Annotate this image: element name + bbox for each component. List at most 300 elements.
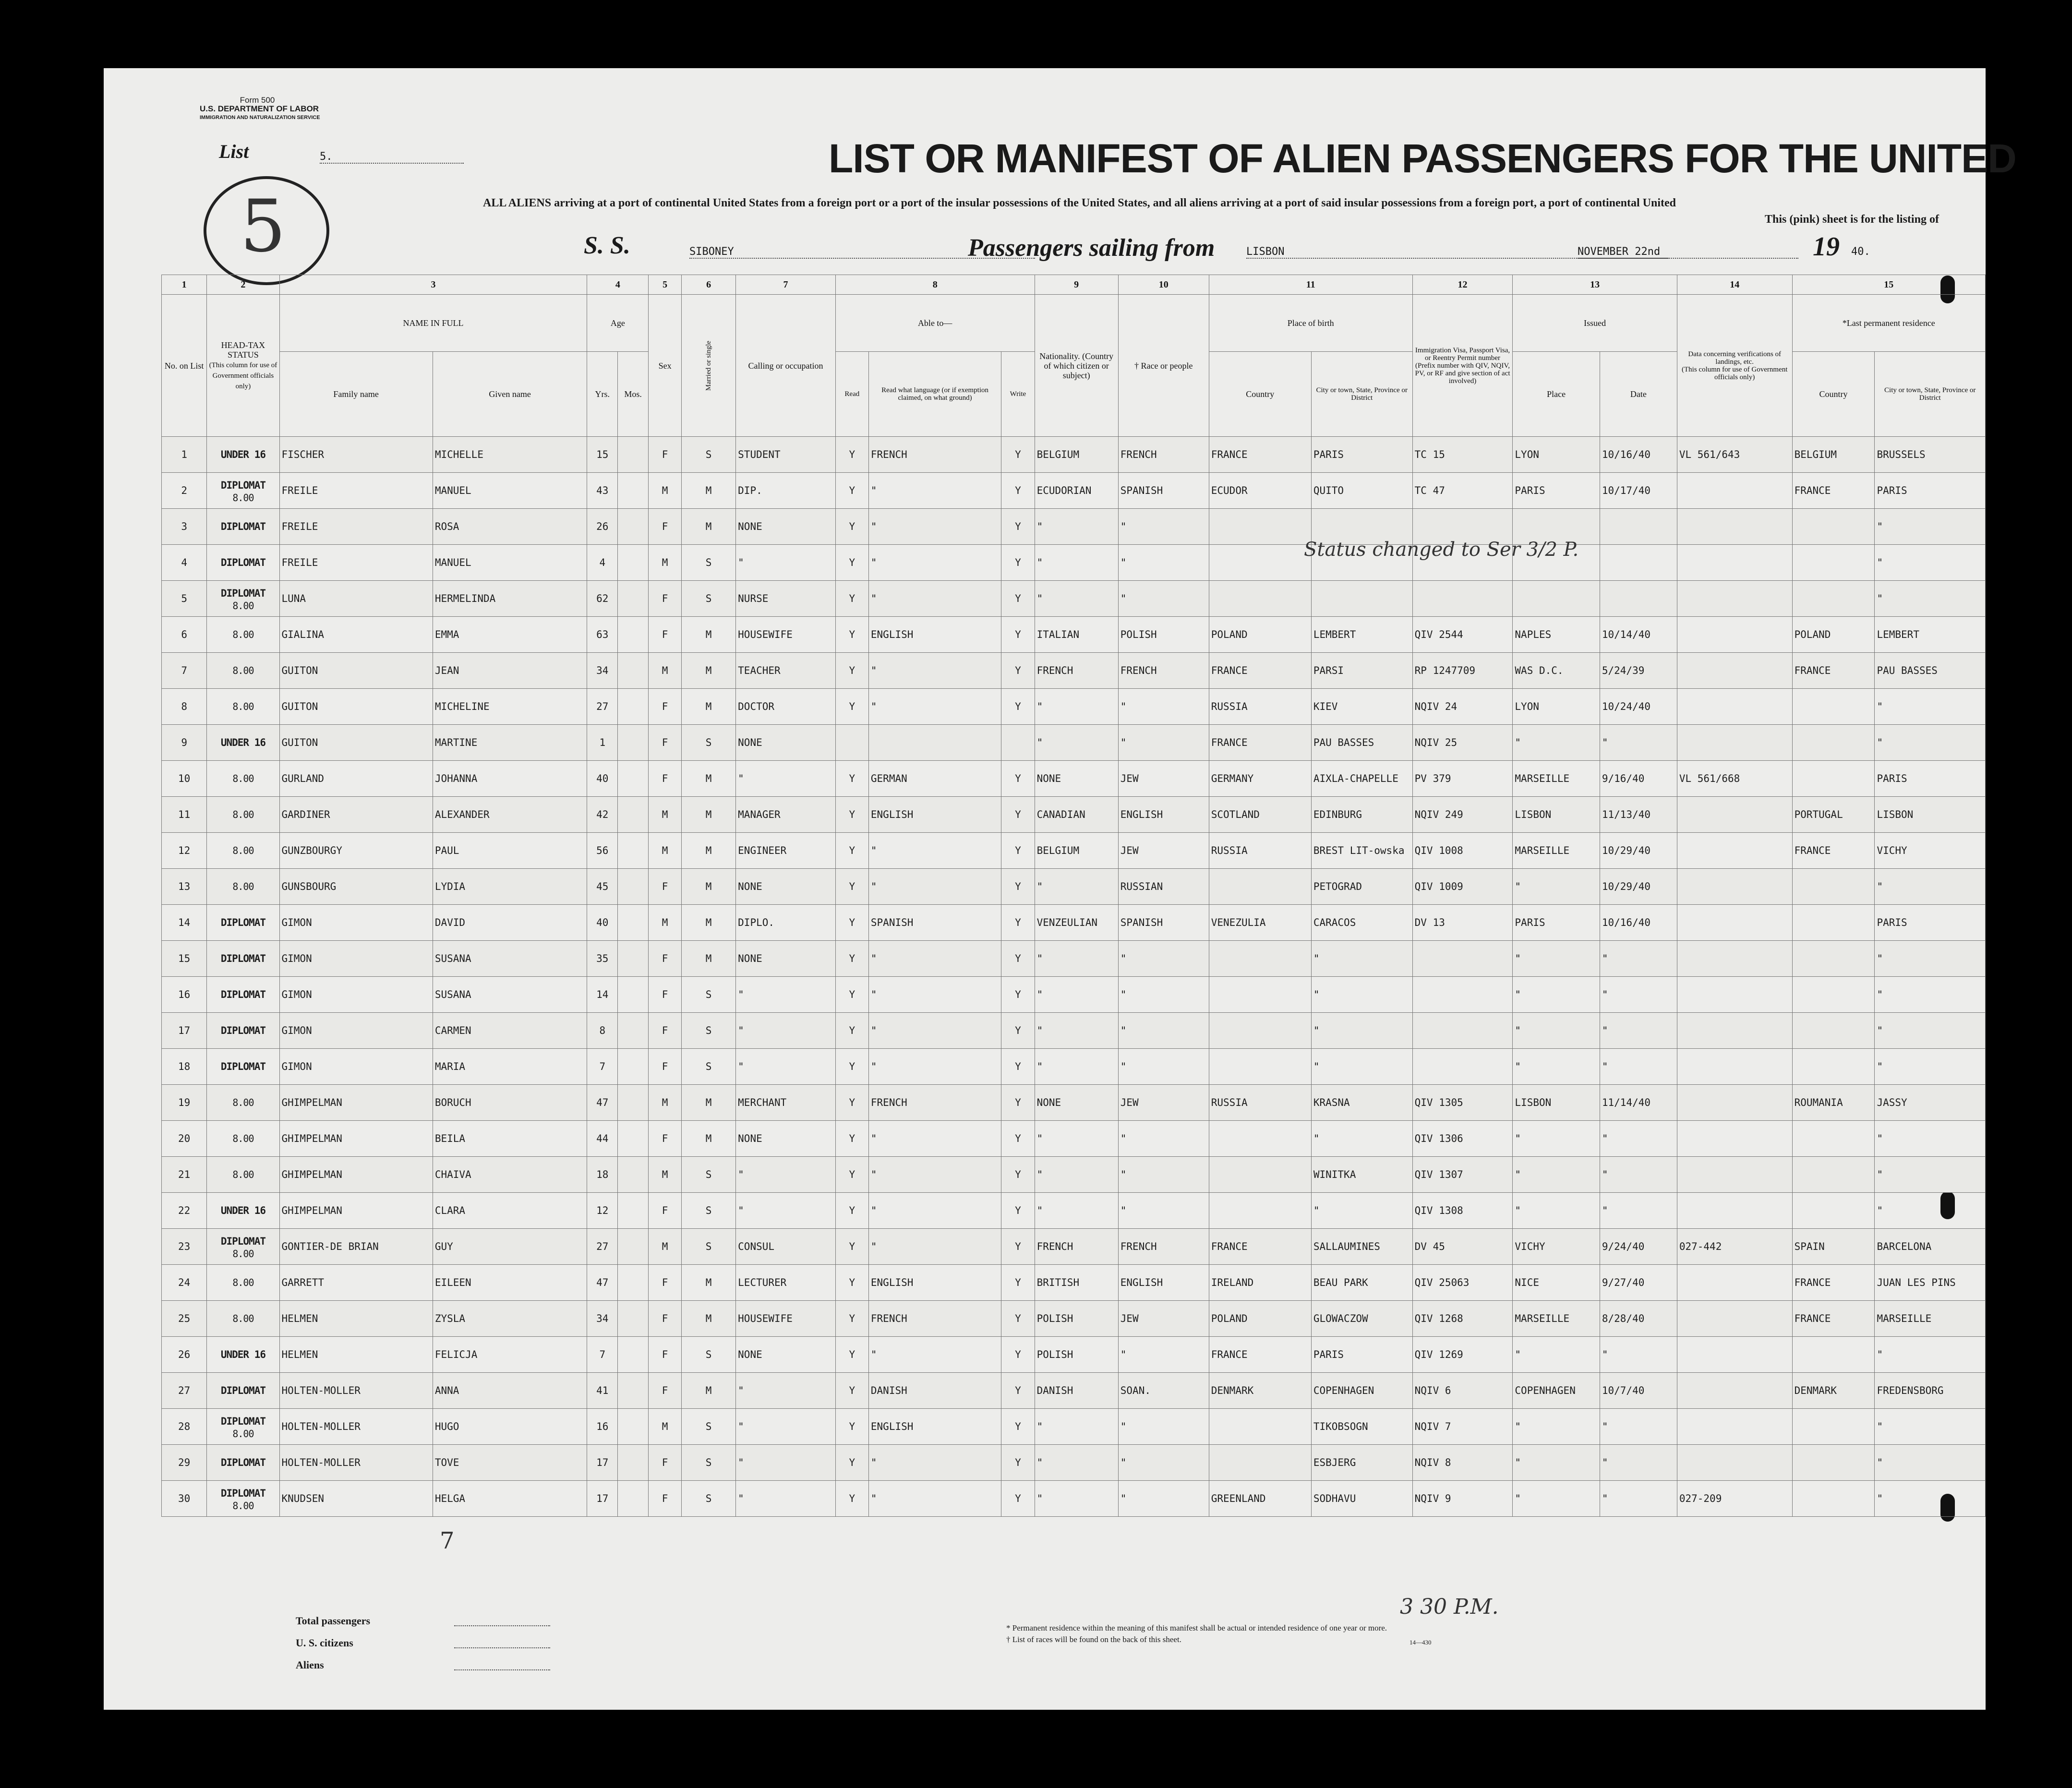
cell-yrs: 17 xyxy=(587,1445,618,1481)
cell-res-city: " xyxy=(1875,1337,1986,1373)
cell-nat: " xyxy=(1035,581,1118,617)
cell-visa: NQIV 7 xyxy=(1412,1409,1513,1445)
header-married xyxy=(682,295,736,437)
col-number: 15 xyxy=(1792,275,1985,295)
cell-race: " xyxy=(1118,941,1209,977)
departure-port: LISBON xyxy=(1246,246,1669,259)
cell-landing: VL 561/643 xyxy=(1677,437,1792,473)
cell-country: VENEZULIA xyxy=(1209,905,1311,941)
cell-visa: QIV 25063 xyxy=(1412,1265,1513,1301)
cell-place: " xyxy=(1513,1481,1600,1517)
header-visa xyxy=(1412,295,1513,437)
cell-country: RUSSIA xyxy=(1209,689,1311,725)
head-tax-note: (This column for use of Government officials only) xyxy=(209,361,277,390)
head-tax-fee: 8.00 xyxy=(232,845,254,856)
head-tax-status: UNDER 16 xyxy=(220,1349,265,1360)
cell-race: " xyxy=(1118,977,1209,1013)
cell-country xyxy=(1209,581,1311,617)
head-tax-fee: 8.00 xyxy=(232,492,254,504)
cell-sex: F xyxy=(649,437,682,473)
cell-date: 9/24/40 xyxy=(1600,1229,1677,1265)
cell-country: POLAND xyxy=(1209,617,1311,653)
cell-visa: QIV 1008 xyxy=(1412,833,1513,869)
cell-place: " xyxy=(1513,1337,1600,1373)
head-tax-status: DIPLOMAT xyxy=(220,588,265,599)
cell-yrs: 18 xyxy=(587,1157,618,1193)
cell-family: GUITON xyxy=(279,725,433,761)
aliens-line xyxy=(454,1669,550,1670)
cell-nat: " xyxy=(1035,1193,1118,1229)
header-birth-country: Country xyxy=(1209,352,1311,437)
cell-no: 2 xyxy=(162,473,207,509)
cell-ms: S xyxy=(682,581,736,617)
cell-family: GHIMPELMAN xyxy=(279,1157,433,1193)
cell-lang: FRENCH xyxy=(868,437,1001,473)
cell-lang: " xyxy=(868,545,1001,581)
cell-ms: M xyxy=(682,473,736,509)
cell-write: Y xyxy=(1001,833,1035,869)
cell-place: " xyxy=(1513,1157,1600,1193)
cell-res-country xyxy=(1792,1409,1875,1445)
cell-read: Y xyxy=(835,1337,868,1373)
cell-res-city: " xyxy=(1875,689,1986,725)
cell-ms: S xyxy=(682,1049,736,1085)
cell-res-country xyxy=(1792,1121,1875,1157)
cell-visa: QIV 1306 xyxy=(1412,1121,1513,1157)
cell-country: IRELAND xyxy=(1209,1265,1311,1301)
cell-no: 4 xyxy=(162,545,207,581)
cell-write: Y xyxy=(1001,905,1035,941)
cell-nat: ITALIAN xyxy=(1035,617,1118,653)
cell-write: Y xyxy=(1001,653,1035,689)
cell-family: HOLTEN-MOLLER xyxy=(279,1373,433,1409)
cell-ms: S xyxy=(682,1229,736,1265)
cell-no: 21 xyxy=(162,1157,207,1193)
cell-ms: M xyxy=(682,1301,736,1337)
cell-yrs: 12 xyxy=(587,1193,618,1229)
cell-mos xyxy=(618,437,649,473)
cell-lang: " xyxy=(868,941,1001,977)
cell-nat: " xyxy=(1035,1121,1118,1157)
cell-res-city: " xyxy=(1875,545,1986,581)
cell-no: 18 xyxy=(162,1049,207,1085)
table-row xyxy=(162,1373,1986,1409)
cell-write: Y xyxy=(1001,761,1035,797)
cell-visa: NQIV 24 xyxy=(1412,689,1513,725)
cell-lang: " xyxy=(868,1157,1001,1193)
cell-yrs: 14 xyxy=(587,977,618,1013)
cell-yrs: 41 xyxy=(587,1373,618,1409)
cell-given: TOVE xyxy=(433,1445,587,1481)
cell-family: HELMEN xyxy=(279,1301,433,1337)
cell-mos xyxy=(618,869,649,905)
year-prefix: 19 xyxy=(1813,232,1840,262)
cell-lang xyxy=(868,725,1001,761)
cell-mos xyxy=(618,1085,649,1121)
cell-country: RUSSIA xyxy=(1209,833,1311,869)
cell-write: Y xyxy=(1001,1085,1035,1121)
cell-lang: DANISH xyxy=(868,1373,1001,1409)
head-tax-fee: 8.00 xyxy=(232,809,254,820)
cell-yrs: 34 xyxy=(587,653,618,689)
cell-no: 13 xyxy=(162,869,207,905)
cell-given: EMMA xyxy=(433,617,587,653)
circled-number: 5 xyxy=(240,185,286,268)
cell-read: Y xyxy=(835,1049,868,1085)
cell-city: " xyxy=(1311,1049,1412,1085)
cell-res-city: " xyxy=(1875,941,1986,977)
head-tax-status: DIPLOMAT xyxy=(220,557,265,568)
cell-res-city: " xyxy=(1875,977,1986,1013)
cell-country: RUSSIA xyxy=(1209,1085,1311,1121)
aliens-label: Aliens xyxy=(296,1659,324,1671)
cell-given: FELICJA xyxy=(433,1337,587,1373)
col-number: 11 xyxy=(1209,275,1412,295)
cell-place: PARIS xyxy=(1513,905,1600,941)
cell-calling: LECTURER xyxy=(736,1265,836,1301)
cell-lang: " xyxy=(868,869,1001,905)
manifest-table xyxy=(161,275,1986,1517)
cell-status xyxy=(207,581,279,617)
cell-res-city: " xyxy=(1875,509,1986,545)
cell-landing xyxy=(1677,833,1792,869)
cell-read: Y xyxy=(835,941,868,977)
cell-nat: FRENCH xyxy=(1035,653,1118,689)
cell-place: " xyxy=(1513,1121,1600,1157)
cell-status xyxy=(207,797,279,833)
cell-write: Y xyxy=(1001,1409,1035,1445)
cell-race: " xyxy=(1118,1337,1209,1373)
cell-visa: QIV 1009 xyxy=(1412,869,1513,905)
cell-yrs: 17 xyxy=(587,1481,618,1517)
cell-sex: F xyxy=(649,1049,682,1085)
cell-city: CARACOS xyxy=(1311,905,1412,941)
col-number: 13 xyxy=(1513,275,1677,295)
cell-yrs: 62 xyxy=(587,581,618,617)
cell-lang: " xyxy=(868,689,1001,725)
header-able-to: Able to— xyxy=(835,295,1035,352)
cell-write: Y xyxy=(1001,1193,1035,1229)
cell-read: Y xyxy=(835,1229,868,1265)
col-number: 12 xyxy=(1412,275,1513,295)
cell-yrs: 44 xyxy=(587,1121,618,1157)
cell-date: 11/13/40 xyxy=(1600,797,1677,833)
cell-visa xyxy=(1412,1049,1513,1085)
cell-res-country: FRANCE xyxy=(1792,653,1875,689)
head-tax-status: DIPLOMAT xyxy=(220,1385,265,1396)
cell-place: " xyxy=(1513,1013,1600,1049)
cell-given: ROSA xyxy=(433,509,587,545)
cell-nat: CANADIAN xyxy=(1035,797,1118,833)
cell-mos xyxy=(618,1013,649,1049)
cell-write: Y xyxy=(1001,977,1035,1013)
head-tax-fee: 8.00 xyxy=(232,1248,254,1260)
cell-read: Y xyxy=(835,545,868,581)
col-number: 9 xyxy=(1035,275,1118,295)
cell-given: MICHELLE xyxy=(433,437,587,473)
cell-yrs: 27 xyxy=(587,689,618,725)
cell-landing xyxy=(1677,581,1792,617)
cell-status xyxy=(207,1265,279,1301)
cell-yrs: 26 xyxy=(587,509,618,545)
cell-landing xyxy=(1677,1157,1792,1193)
cell-race: " xyxy=(1118,1409,1209,1445)
cell-status xyxy=(207,905,279,941)
cell-visa: NQIV 9 xyxy=(1412,1481,1513,1517)
cell-yrs: 4 xyxy=(587,545,618,581)
header-nationality: Nationality. (Country of which citizen or subject) xyxy=(1035,295,1118,437)
cell-read: Y xyxy=(835,1013,868,1049)
cell-date: " xyxy=(1600,1337,1677,1373)
cell-calling: " xyxy=(736,1481,836,1517)
cell-date: 10/16/40 xyxy=(1600,905,1677,941)
cell-family: GIMON xyxy=(279,905,433,941)
header-given-name: Given name xyxy=(433,352,587,437)
cell-status xyxy=(207,473,279,509)
cell-race: " xyxy=(1118,1193,1209,1229)
cell-status xyxy=(207,1049,279,1085)
cell-write: Y xyxy=(1001,509,1035,545)
subtitle-line1: ALL ALIENS arriving at a port of continental United States from a foreign port or a port of the insular possessions of the United States, and all aliens arriving at a port of said insular possessions from a foreign port, a port of continental United xyxy=(483,197,1676,209)
cell-landing xyxy=(1677,1409,1792,1445)
cell-date: 9/16/40 xyxy=(1600,761,1677,797)
cell-nat: " xyxy=(1035,1445,1118,1481)
cell-given: MARTINE xyxy=(433,725,587,761)
cell-visa: DV 13 xyxy=(1412,905,1513,941)
cell-lang: " xyxy=(868,581,1001,617)
cell-status xyxy=(207,1157,279,1193)
cell-no: 12 xyxy=(162,833,207,869)
cell-write: Y xyxy=(1001,1229,1035,1265)
head-tax-status: DIPLOMAT xyxy=(220,521,265,532)
cell-sex: M xyxy=(649,1229,682,1265)
cell-country: DENMARK xyxy=(1209,1373,1311,1409)
cell-lang: " xyxy=(868,1049,1001,1085)
cell-city: WINITKA xyxy=(1311,1157,1412,1193)
head-tax-fee: 8.00 xyxy=(232,701,254,712)
cell-sex: F xyxy=(649,725,682,761)
cell-no: 19 xyxy=(162,1085,207,1121)
cell-place xyxy=(1513,581,1600,617)
cell-yrs: 40 xyxy=(587,905,618,941)
cell-yrs: 27 xyxy=(587,1229,618,1265)
cell-read: Y xyxy=(835,689,868,725)
cell-yrs: 56 xyxy=(587,833,618,869)
cell-race: RUSSIAN xyxy=(1118,869,1209,905)
cell-place: VICHY xyxy=(1513,1229,1600,1265)
cell-country: FRANCE xyxy=(1209,1337,1311,1373)
cell-mos xyxy=(618,1337,649,1373)
col-number: 1 xyxy=(162,275,207,295)
cell-place: LYON xyxy=(1513,689,1600,725)
cell-date: 9/27/40 xyxy=(1600,1265,1677,1301)
cell-city: PARIS xyxy=(1311,437,1412,473)
cell-res-country: BELGIUM xyxy=(1792,437,1875,473)
cell-ms: S xyxy=(682,1409,736,1445)
cell-read: Y xyxy=(835,653,868,689)
cell-given: MICHELINE xyxy=(433,689,587,725)
cell-race: JEW xyxy=(1118,761,1209,797)
header-residence-city: City or town, State, Province or District xyxy=(1875,352,1986,437)
cell-place: NICE xyxy=(1513,1265,1600,1301)
cell-given: DAVID xyxy=(433,905,587,941)
table-row xyxy=(162,1481,1986,1517)
header-mos: Mos. xyxy=(618,352,649,437)
cell-status xyxy=(207,1229,279,1265)
cell-race: FRENCH xyxy=(1118,437,1209,473)
cell-write: Y xyxy=(1001,1337,1035,1373)
cell-race: " xyxy=(1118,725,1209,761)
cell-write: Y xyxy=(1001,1157,1035,1193)
head-tax-fee: 8.00 xyxy=(232,600,254,612)
cell-res-country xyxy=(1792,869,1875,905)
cell-mos xyxy=(618,617,649,653)
cell-given: MANUEL xyxy=(433,545,587,581)
cell-given: SUSANA xyxy=(433,941,587,977)
cell-status xyxy=(207,1085,279,1121)
cell-nat: " xyxy=(1035,1481,1118,1517)
cell-mos xyxy=(618,941,649,977)
cell-family: LUNA xyxy=(279,581,433,617)
footnote-residence: * Permanent residence within the meaning of this manifest shall be actual or intended residence of one year or more. xyxy=(1006,1623,1387,1632)
header-calling: Calling or occupation xyxy=(736,295,836,437)
cell-res-city: " xyxy=(1875,1445,1986,1481)
cell-res-country xyxy=(1792,1157,1875,1193)
cell-family: GHIMPELMAN xyxy=(279,1085,433,1121)
cell-read: Y xyxy=(835,581,868,617)
cell-date xyxy=(1600,509,1677,545)
cell-city: " xyxy=(1311,977,1412,1013)
cell-landing xyxy=(1677,653,1792,689)
cell-lang: FRENCH xyxy=(868,1085,1001,1121)
cell-res-country xyxy=(1792,1445,1875,1481)
cell-res-country: FRANCE xyxy=(1792,473,1875,509)
cell-date: " xyxy=(1600,977,1677,1013)
cell-race: ENGLISH xyxy=(1118,797,1209,833)
cell-write: Y xyxy=(1001,1445,1035,1481)
cell-read: Y xyxy=(835,1085,868,1121)
cell-write: Y xyxy=(1001,869,1035,905)
cell-calling: STUDENT xyxy=(736,437,836,473)
cell-read: Y xyxy=(835,833,868,869)
cell-yrs: 1 xyxy=(587,725,618,761)
cell-country xyxy=(1209,509,1311,545)
cell-write: Y xyxy=(1001,617,1035,653)
cell-landing xyxy=(1677,941,1792,977)
cell-race: " xyxy=(1118,1013,1209,1049)
cell-race: " xyxy=(1118,545,1209,581)
table-row xyxy=(162,725,1986,761)
handwritten-annotation: Status changed to Ser 3/2 P. xyxy=(1304,539,1579,561)
cell-given: CHAIVA xyxy=(433,1157,587,1193)
cell-write: Y xyxy=(1001,1265,1035,1301)
head-tax-status: DIPLOMAT xyxy=(220,1236,265,1247)
cell-status xyxy=(207,1481,279,1517)
header-race: † Race or people xyxy=(1118,295,1209,437)
cell-place: LISBON xyxy=(1513,797,1600,833)
table-row xyxy=(162,1265,1986,1301)
cell-visa xyxy=(1412,977,1513,1013)
cell-race: " xyxy=(1118,1445,1209,1481)
cell-res-country xyxy=(1792,689,1875,725)
table-row xyxy=(162,977,1986,1013)
cell-lang: " xyxy=(868,509,1001,545)
cell-race: POLISH xyxy=(1118,617,1209,653)
cell-city: SALLAUMINES xyxy=(1311,1229,1412,1265)
cell-calling: TEACHER xyxy=(736,653,836,689)
cell-ms: S xyxy=(682,725,736,761)
head-tax-fee: 8.00 xyxy=(232,881,254,892)
cell-res-city: PAU BASSES xyxy=(1875,653,1986,689)
cell-visa: RP 1247709 xyxy=(1412,653,1513,689)
cell-write: Y xyxy=(1001,1049,1035,1085)
list-number: 5. xyxy=(320,151,464,164)
col-number: 5 xyxy=(649,275,682,295)
cell-yrs: 45 xyxy=(587,869,618,905)
cell-given: LYDIA xyxy=(433,869,587,905)
cell-race: JEW xyxy=(1118,1085,1209,1121)
table-row xyxy=(162,869,1986,905)
cell-no: 10 xyxy=(162,761,207,797)
header-birth-city: City or town, State, Province or District xyxy=(1311,352,1412,437)
cell-status xyxy=(207,833,279,869)
head-tax-fee: 8.00 xyxy=(232,1277,254,1288)
cell-res-city: " xyxy=(1875,1193,1986,1229)
head-tax-status: DIPLOMAT xyxy=(220,480,265,491)
cell-city: LEMBERT xyxy=(1311,617,1412,653)
cell-no: 25 xyxy=(162,1301,207,1337)
total-passengers-value: 7 xyxy=(440,1527,455,1554)
cell-no: 16 xyxy=(162,977,207,1013)
cell-res-city: " xyxy=(1875,869,1986,905)
cell-write: Y xyxy=(1001,797,1035,833)
table-row xyxy=(162,437,1986,473)
cell-sex: F xyxy=(649,941,682,977)
cell-nat: " xyxy=(1035,1409,1118,1445)
cell-read: Y xyxy=(835,473,868,509)
table-row xyxy=(162,1409,1986,1445)
landings-note: (This column for use of Government officials only) xyxy=(1682,365,1788,381)
cell-res-country xyxy=(1792,725,1875,761)
cell-place: " xyxy=(1513,725,1600,761)
cell-no: 27 xyxy=(162,1373,207,1409)
cell-date xyxy=(1600,581,1677,617)
cell-race: " xyxy=(1118,689,1209,725)
cell-no: 1 xyxy=(162,437,207,473)
col-number: 3 xyxy=(279,275,587,295)
cell-nat: BRITISH xyxy=(1035,1265,1118,1301)
cell-lang: GERMAN xyxy=(868,761,1001,797)
handwritten-time: 3 30 P.M. xyxy=(1400,1595,1499,1619)
cell-given: BORUCH xyxy=(433,1085,587,1121)
cell-landing: 027-442 xyxy=(1677,1229,1792,1265)
cell-mos xyxy=(618,1157,649,1193)
cell-date: " xyxy=(1600,1013,1677,1049)
cell-read: Y xyxy=(835,1481,868,1517)
cell-family: GUNZBOURGY xyxy=(279,833,433,869)
cell-lang: " xyxy=(868,1229,1001,1265)
head-tax-fee: 8.00 xyxy=(232,1169,254,1180)
cell-sex: F xyxy=(649,1445,682,1481)
service-name: IMMIGRATION AND NATURALIZATION SERVICE xyxy=(200,115,320,120)
cell-mos xyxy=(618,1373,649,1409)
cell-calling: " xyxy=(736,1409,836,1445)
cell-calling: NURSE xyxy=(736,581,836,617)
cell-visa: NQIV 8 xyxy=(1412,1445,1513,1481)
cell-family: GHIMPELMAN xyxy=(279,1193,433,1229)
cell-date: 10/29/40 xyxy=(1600,833,1677,869)
header-last-residence: *Last permanent residence xyxy=(1792,295,1985,352)
